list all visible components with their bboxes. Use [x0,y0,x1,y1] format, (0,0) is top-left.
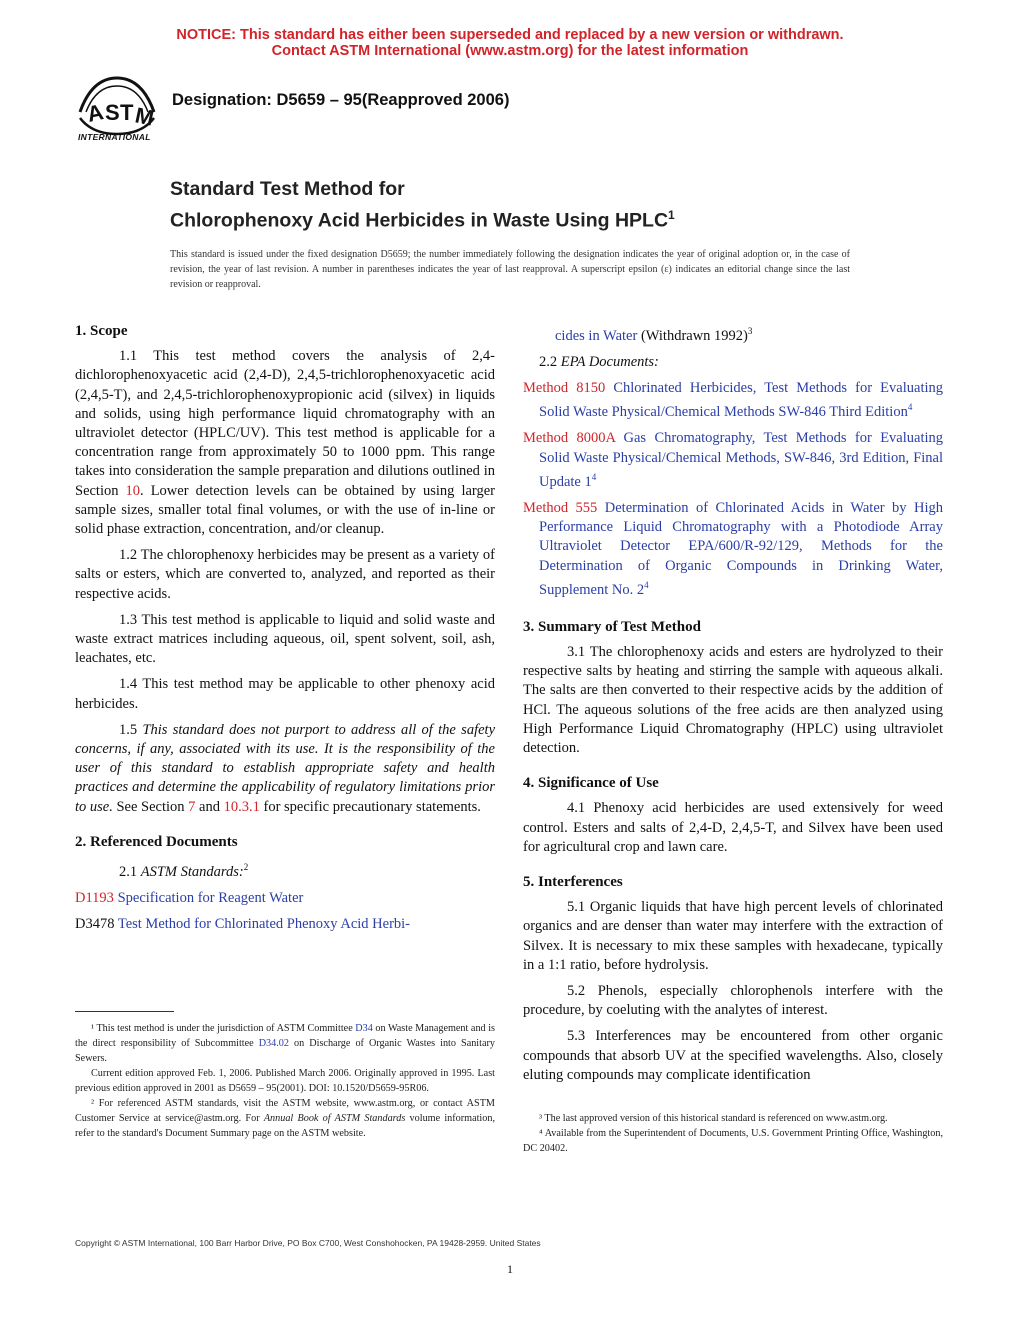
notice-line-2: Contact ASTM International (www.astm.org) for the latest information [271,43,749,59]
left-column [75,322,495,942]
footnote-4: ⁴ Available from the Superintendent of Documents, U.S. Government Printing Office, Washington, DC 20402. [523,1128,943,1154]
section-heading-significance: 4. Significance of Use [523,775,659,792]
link-section-10-3-1[interactable]: 10.3.1 [223,798,260,815]
paragraph-3-1: 3.1 The chlorophenoxy acids and esters are hydrolyzed to their respective salts by heating and stirring the sample with aqueous alkali. The salts are then converted to their respective acids by the addition of HCl. The aqueous solutions of the free acids are then analyzed using High Performance Liquid Chromatography (HPLC) using ultraviolet detection. [523,643,943,756]
reference-d3478: D3478 Test Method for Chlorinated Phenoxy Acid Herbi- [75,916,410,933]
link-method-555-title[interactable]: Determination of Chlorinated Acids in Water by High Performance Liquid Chromatography with a Photodiode Array Ultraviolet Detector EPA/600/R-92/129, Methods for the Determination of Organic Compounds in Drinking Water, Supplement No. 2 [539,499,943,598]
link-d3478-title[interactable]: Test Method for Chlorinated Phenoxy Acid Herbi- [114,916,410,933]
footnote-1-edition: Current edition approved Feb. 1, 2006. Published March 2006. Originally approved in 1995. Last previous edition approved in 2001 as D5659 – 95(2001). DOI: 10.1520/D5659-95R06. [75,1068,495,1094]
link-method-8150-title[interactable]: Chlorinated Herbicides, Test Methods for Evaluating Solid Waste Physical/Chemical Methods SW-846 Third Edition [539,380,943,421]
paragraph-5-1: 5.1 Organic liquids that have high percent levels of chlorinated organics and are denser than water may interfere with the extraction of Silvex. It is necessary to mix these samples with hexadecane, typically in a 1:1 ratio, before hydrolysis. [523,899,943,973]
svg-text:T: T [120,100,134,125]
link-method-555[interactable]: Method 555 [523,499,598,516]
link-method-8150[interactable]: Method 8150 [523,380,606,397]
link-section-10[interactable]: 10 [125,482,141,499]
footnote-2: ² For referenced ASTM standards, visit the ASTM website, www.astm.org, or contact ASTM Customer Service at service@astm.org. For Annual Book of ASTM Standards volume information, refer to the standard's Document Summary page on the ASTM website. [75,1098,495,1139]
logo-wordmark: INTERNATIONAL [78,132,151,142]
page-title [170,176,675,234]
link-d3478-title-cont[interactable]: cides in Water [555,327,638,344]
reference-method-8150: Method 8150 Chlorinated Herbicides, Test Methods for Evaluating Solid Waste Physical/Chemical Methods SW-846 Third Edition$^4$ [523,380,943,421]
astm-standards-label: 2.1 ASTM Standards:$^2$ [119,862,249,880]
title-line-1: Standard Test Method for [170,178,405,200]
section-heading-referenced: 2. Referenced Documents [75,833,238,850]
section-heading-scope: 1. Scope [75,323,128,339]
section-heading-interferences: 5. Interferences [523,873,623,890]
paragraph-1-3: 1.3 This test method is applicable to liquid and solid waste and waste extract matrices including aqueous, oil, spent solvent, soil, ash, leachates, etc. [75,611,495,667]
paragraph-1-1: 1.1 This test method covers the analysis of 2,4-dichlorophenoxyacetic acid (2,4-D), 2,4,5-trichlorophenoxyacetic acid (2,4,5-T), and 2,4,5-trichlorophenoxypropionic acid (silvex) in liquids and solids, using high performance liquid chromatography with an ultraviolet detector (HPLC/UV). This test method is applicable for a concentration range from approximately 50 to 1000 ppm. This range takes into consideration the sample preparation and dilutions outlined in Section 10. Lower detection levels can be obtained by using larger sample sizes, smaller total final volumes, or with the use of in-line or solid phase extraction, concentration, and/or cleanup. [75,348,495,538]
link-d34[interactable]: D34 [355,1023,373,1034]
paragraph-5-3: 5.3 Interferences may be encountered from other organic compounds that absorb UV at the specified wavelengths. Also, closely eluting compounds may complicate identification [523,1028,943,1083]
reference-d1193 [75,889,495,908]
footnotes-right [523,1111,943,1156]
link-d1193-title[interactable]: Specification for Reagent Water [113,890,304,907]
paragraph-5-2: 5.2 Phenols, especially chlorophenols interfere with the procedure, by coeluting with the analytes of interest. [523,983,943,1019]
link-method-8000a-title[interactable]: Gas Chromatography, Test Methods for Evaluating Solid Waste Physical/Chemical Methods, SW-846, 3rd Edition, Final Update 1 [539,430,944,490]
paragraph-4-1: 4.1 Phenoxy acid herbicides are used extensively for weed control. Esters and salts of 2,4-D, 2,4,5-T, and Silvex have been used for agricultural crop and lawn care. [523,800,943,855]
link-method-8000a[interactable]: Method 8000A [523,430,616,447]
footnote-1: ¹ This test method is under the jurisdiction of ASTM Committee D34 on Waste Management and is the direct responsibility of Subcommittee D34.02 on Discharge of Organic Wastes into Sanitary Sewers. [75,1023,495,1064]
issuance-statement: This standard is issued under the fixed designation D5659; the number immediately following the designation indicates the year of original adoption or, in the case of revision, the year of last revision. A number in parentheses indicates the year of last reapproval. A superscript epsilon (ε) indicates an editorial change since the last revision or reapproval. [170,249,850,290]
epa-documents-label: 2.2 EPA Documents: [539,354,659,371]
link-section-7[interactable]: 7 [188,798,196,815]
withdrawal-notice [0,27,1020,59]
svg-text:S: S [105,100,120,125]
reference-method-555: Method 555 Determination of Chlorinated Acids in Water by High Performance Liquid Chromatography with a Photodiode Array Ultraviolet Detector EPA/600/R-92/129, Methods for the Determination of Organic Compounds in Drinking Water, Supplement No. $2^4$ [523,499,943,598]
footnote-divider [75,1011,174,1012]
svg-text:M: M [132,102,157,131]
svg-text:A: A [84,99,106,127]
designation: Designation: D5659 – 95(Reapproved 2006) [172,91,510,109]
reference-method-8000a: Method 8000A Gas Chromatography, Test Methods for Evaluating Solid Waste Physical/Chemical Methods, SW-846, 3rd Edition, Final Update $1^4$ [523,430,944,490]
copyright-notice: Copyright © ASTM International, 100 Barr Harbor Drive, PO Box C700, West Conshohocken, PA 19428-2959. United States [75,1238,541,1248]
paragraph-1-5: 1.5 This standard does not purport to address all of the safety concerns, if any, associated with its use. It is the responsibility of the user of this standard to establish appropriate safety and health practices and determine the applicability of regulatory limitations prior to use. See Section 7 and 10.3.1 for specific precautionary statements. [75,721,496,815]
reference-d3478-continued: cides in Water (Withdrawn 1992)$^3$ [555,326,753,344]
page-number: 1 [507,1262,513,1276]
footnotes-left [75,1021,495,1141]
paragraph-1-2: 1.2 The chlorophenoxy herbicides may be present as a variety of salts or esters, which are converted to, analyzed, and reported as their respective acids. [75,547,495,602]
paragraph-1-4: 1.4 This test method may be applicable to other phenoxy acid herbicides. [75,676,495,712]
title-line-2: Chlorophenoxy Acid Herbicides in Waste Using HPLC$^1$ [170,208,675,232]
right-column [523,322,943,1092]
section-heading-summary: 3. Summary of Test Method [523,618,701,635]
notice-line-1: NOTICE: This standard has either been superseded and replaced by a new version or withdrawn. [176,27,844,43]
link-d34-02[interactable]: D34.02 [258,1038,289,1049]
astm-logo-icon [72,74,162,144]
link-d1193[interactable]: D1193 [75,890,114,907]
footnote-3: ³ The last approved version of this historical standard is referenced on www.astm.org. [539,1113,888,1124]
